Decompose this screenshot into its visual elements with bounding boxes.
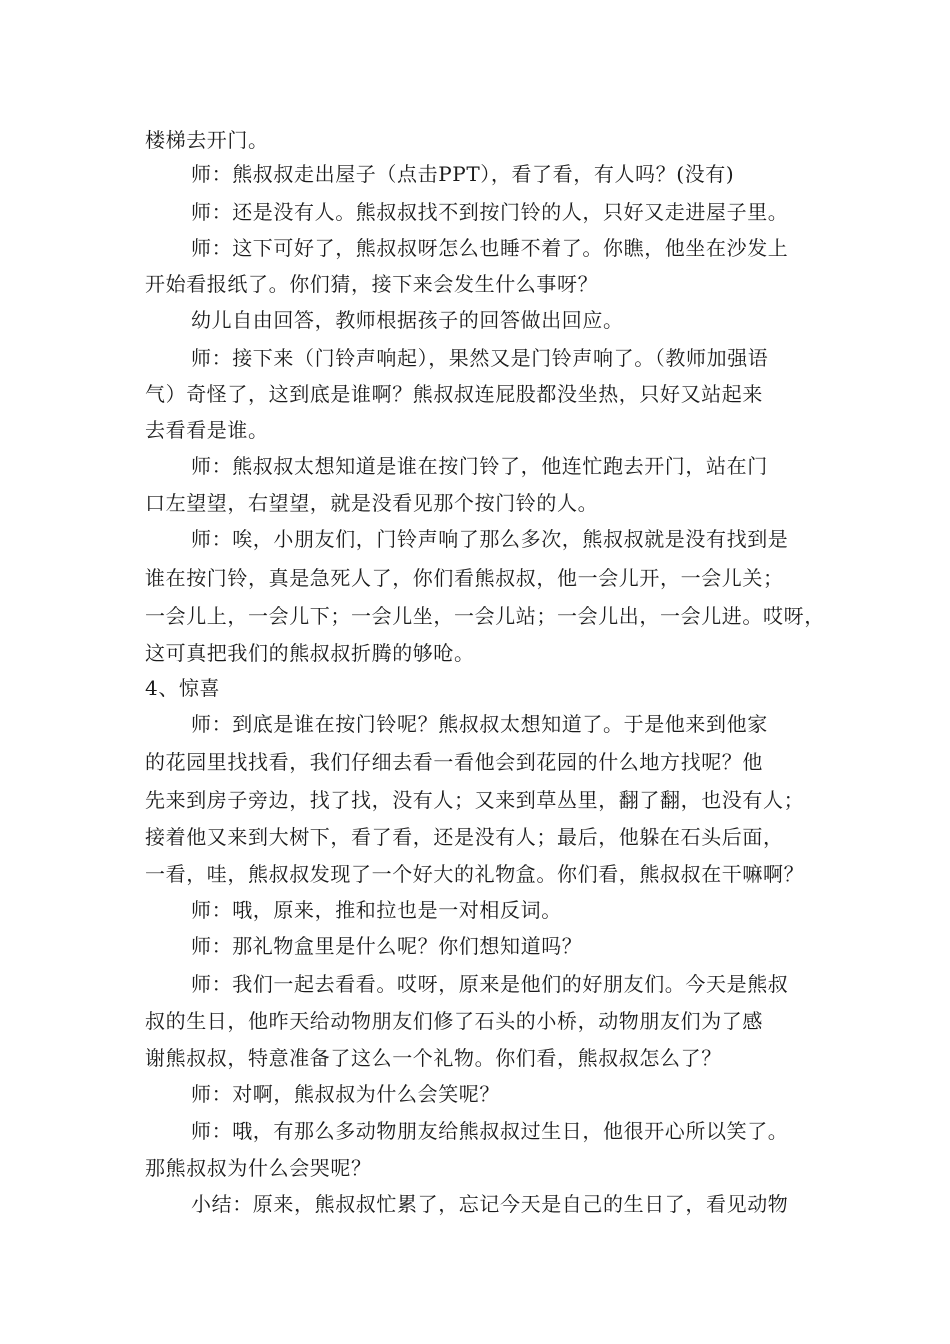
text-line: 口左望望，右望望，就是没看见那个按门铃的人。 xyxy=(145,491,599,515)
text-line: 师：那礼物盒里是什么呢？你们想知道吗？ xyxy=(191,934,583,958)
text-line: 去看看是谁。 xyxy=(145,418,269,442)
text-line: 气）奇怪了，这到底是谁啊？熊叔叔连屁股都没坐热，只好又站起来 xyxy=(145,382,763,406)
text-line: 师：到底是谁在按门铃呢？熊叔叔太想知道了。于是他来到他家 xyxy=(191,712,768,736)
text-line: 一会儿上，一会儿下；一会儿坐，一会儿站；一会儿出，一会儿进。哎呀， xyxy=(145,604,825,628)
text-line: 师：熊叔叔太想知道是谁在按门铃了，他连忙跑去开门，站在门 xyxy=(191,454,768,478)
text-line: 一看，哇，熊叔叔发现了一个好大的礼物盒。你们看，熊叔叔在干嘛啊？ xyxy=(145,862,805,886)
text-line: 师：熊叔叔走出屋子（点击PPT），看了看，有人吗？(没有) xyxy=(191,162,735,186)
text-line: 幼儿自由回答，教师根据孩子的回答做出回应。 xyxy=(191,308,624,332)
text-line: 接着他又来到大树下，看了看，还是没有人；最后，他躲在石头后面， xyxy=(145,825,784,849)
text-line: 师：这下可好了，熊叔叔呀怎么也睡不着了。你瞧，他坐在沙发上 xyxy=(191,236,789,260)
text-line: 小结：原来，熊叔叔忙累了，忘记今天是自己的生日了，看见动物 xyxy=(191,1192,789,1216)
text-line: 开始看报纸了。你们猜，接下来会发生什么事呀？ xyxy=(145,272,599,296)
text-line: 师：对啊，熊叔叔为什么会笑呢？ xyxy=(191,1082,500,1106)
text-line: 先来到房子旁边，找了找，没有人；又来到草丛里，翻了翻，也没有人； xyxy=(145,788,805,812)
text-line: 楼梯去开门。 xyxy=(145,128,269,152)
text-line: 师：唉，小朋友们，门铃声响了那么多次，熊叔叔就是没有找到是 xyxy=(191,527,789,551)
section-heading: 4、惊喜 xyxy=(145,676,221,700)
text-line: 那熊叔叔为什么会哭呢？ xyxy=(145,1156,372,1180)
text-line: 叔的生日，他昨天给动物朋友们修了石头的小桥，动物朋友们为了感 xyxy=(145,1009,763,1033)
text-line: 谁在按门铃，真是急死人了，你们看熊叔叔，他一会儿开，一会儿关； xyxy=(145,566,784,590)
text-line: 谢熊叔叔，特意准备了这么一个礼物。你们看，熊叔叔怎么了？ xyxy=(145,1046,722,1070)
text-line: 师：还是没有人。熊叔叔找不到按门铃的人，只好又走进屋子里。 xyxy=(191,200,789,224)
text-line: 师：接下来（门铃声响起），果然又是门铃声响了。（教师加强语 xyxy=(191,346,769,370)
text-line: 的花园里找找看，我们仔细去看一看他会到花园的什么地方找呢？他 xyxy=(145,750,763,774)
text-line: 师：我们一起去看看。哎呀，原来是他们的好朋友们。今天是熊叔 xyxy=(191,972,789,996)
text-line: 师：哦，原来，推和拉也是一对相反词。 xyxy=(191,898,562,922)
text-line: 师：哦，有那么多动物朋友给熊叔叔过生日，他很开心所以笑了。 xyxy=(191,1119,789,1143)
text-line: 这可真把我们的熊叔叔折腾的够呛。 xyxy=(145,641,475,665)
